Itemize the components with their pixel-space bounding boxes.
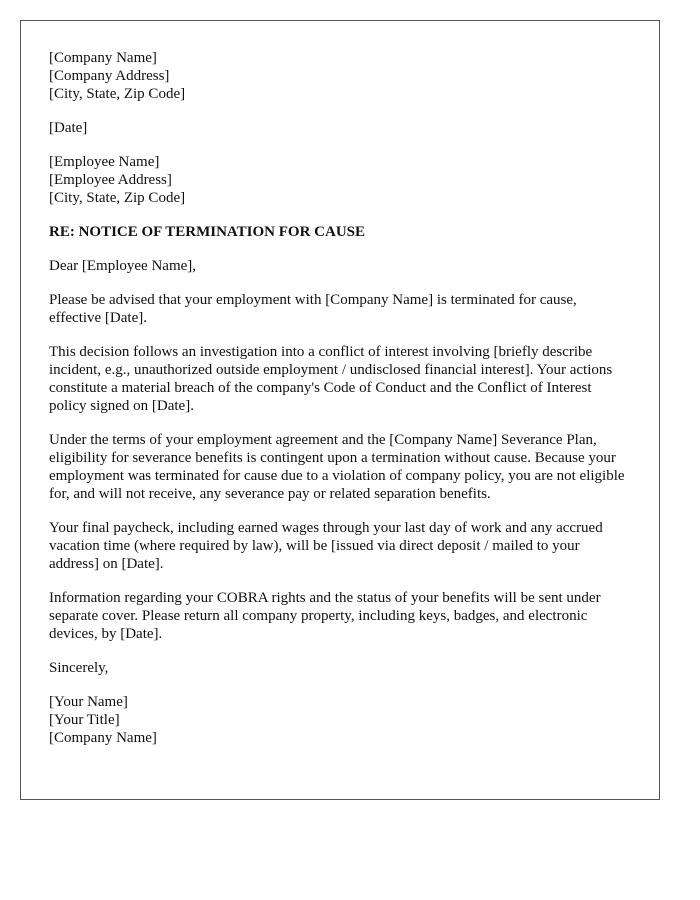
closing: Sincerely,	[49, 660, 109, 676]
signature-your-name: [Your Name]	[49, 694, 128, 710]
subject-line: RE: NOTICE OF TERMINATION FOR CAUSE	[49, 224, 366, 240]
sender-address-block	[49, 49, 631, 103]
signature-block	[49, 693, 631, 747]
paragraph-final-paycheck: Your final paycheck, including earned wages through your last day of work and any accrued vacation time (where required by law), will be [issued via direct deposit / mailed to your address] on [Date].	[49, 520, 603, 572]
signature-company-name: [Company Name]	[49, 730, 157, 746]
paragraph-investigation: This decision follows an investigation into a conflict of interest involving [briefly describe incident, e.g., unauthorized outside employment / undisclosed financial interest]. Your actions constitute a material breach of the company's Code of Conduct and the Conflict of Interest policy signed on [Date].	[49, 344, 613, 414]
paragraph-severance: Under the terms of your employment agreement and the [Company Name] Severance Plan, eligibility for severance benefits is contingent upon a termination without cause. Because your employment was terminated for cause due to a violation of company policy, you are not eligible for, and will not receive, any severance pay or related separation benefits.	[49, 432, 625, 502]
recipient-employee-name: [Employee Name]	[49, 154, 160, 170]
recipient-employee-address: [Employee Address]	[49, 172, 172, 188]
salutation: Dear [Employee Name],	[49, 258, 197, 274]
signature-your-title: [Your Title]	[49, 712, 120, 728]
letter-date	[49, 119, 631, 137]
letter-page	[20, 20, 660, 800]
sender-company-name: [Company Name]	[49, 50, 157, 66]
sender-company-address: [Company Address]	[49, 68, 170, 84]
sender-city-state-zip: [City, State, Zip Code]	[49, 86, 186, 102]
date-text: [Date]	[49, 120, 88, 136]
recipient-city-state-zip: [City, State, Zip Code]	[49, 190, 186, 206]
paragraph-termination-notice: Please be advised that your employment with [Company Name] is terminated for cause, effective [Date].	[49, 292, 577, 326]
paragraph-cobra-property: Information regarding your COBRA rights and the status of your benefits will be sent under separate cover. Please return all company property, including keys, badges, and electronic devices, by [Date].	[49, 590, 601, 642]
recipient-address-block	[49, 153, 631, 207]
